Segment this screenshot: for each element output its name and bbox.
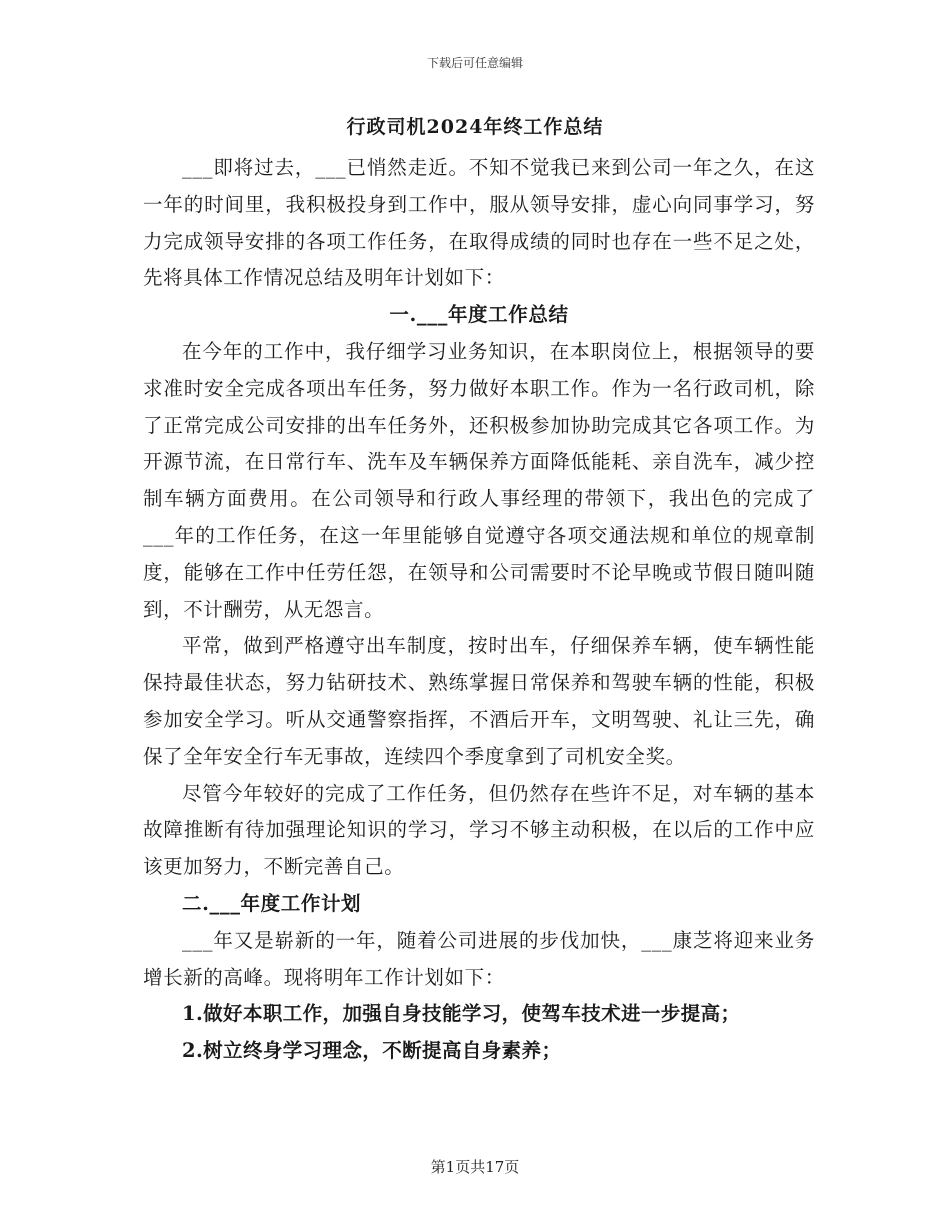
plan-item-2: 2.树立终身学习理念，不断提高自身素养；	[182, 1039, 562, 1063]
section1-heading: 一.___年度工作总结	[389, 303, 569, 327]
section1-paragraph-1: 在今年的工作中，我仔细学习业务知识，在本职岗位上，根据领导的要求准时安全完成各项出车任务，努力做好本职工作。作为一名行政司机，除了正常完成公司安排的出车任务外，还积极参加协助完成其它各项工作。为开源节流，在日常行车、洗车及车辆保养方面降低能耗、亲自洗车，减少控制车辆方面费用。在公司领导和行政人事经理的带领下，我出色的完成了___年的工作任务，在这一年里能够自觉遵守各项交通法规和单位的规章制度，能够在工作中任劳任怨，在领导和公司需要时不论早晚或节假日随叫随到，不计酬劳，从无怨言。	[143, 339, 815, 621]
section2-paragraph: ___年又是崭新的一年，随着公司进展的步伐加快，___康芝将迎来业务增长新的高峰。现将明年工作计划如下：	[143, 928, 815, 989]
plan-item-1: 1.做好本职工作，加强自身技能学习，使驾车技术进一步提高；	[182, 1002, 741, 1026]
header-note: 下载后可任意编辑	[426, 56, 523, 70]
document-title: 行政司机2024年终工作总结	[346, 116, 604, 138]
section1-paragraph-3: 尽管今年较好的完成了工作任务，但仍然存在些许不足，对车辆的基本故障推断有待加强理论知识的学习，学习不够主动积极，在以后的工作中应该更加努力，不断完善自己。	[143, 781, 815, 879]
section1-paragraph-2: 平常，做到严格遵守出车制度，按时出车，仔细保养车辆，使车辆性能保持最佳状态，努力钻研技术、熟练掌握日常保养和驾驶车辆的性能，积极参加安全学习。听从交通警察指挥，不酒后开车，文明驾驶、礼让三先，确保了全年安全行车无事故，连续四个季度拿到了司机安全奖。	[143, 634, 815, 768]
page-number-footer: 第1页共17页	[430, 1158, 520, 1176]
intro-paragraph: ___即将过去，___已悄然走近。不知不觉我已来到公司一年之久，在这一年的时间里，我积极投身到工作中，服从领导安排，虚心向同事学习，努力完成领导安排的各项工作任务，在取得成绩的同时也存在一些不足之处，先将具体工作情况总结及明年计划如下：	[143, 156, 815, 290]
section2-heading: 二.___年度工作计划	[182, 891, 362, 915]
document-body	[143, 150, 815, 1070]
